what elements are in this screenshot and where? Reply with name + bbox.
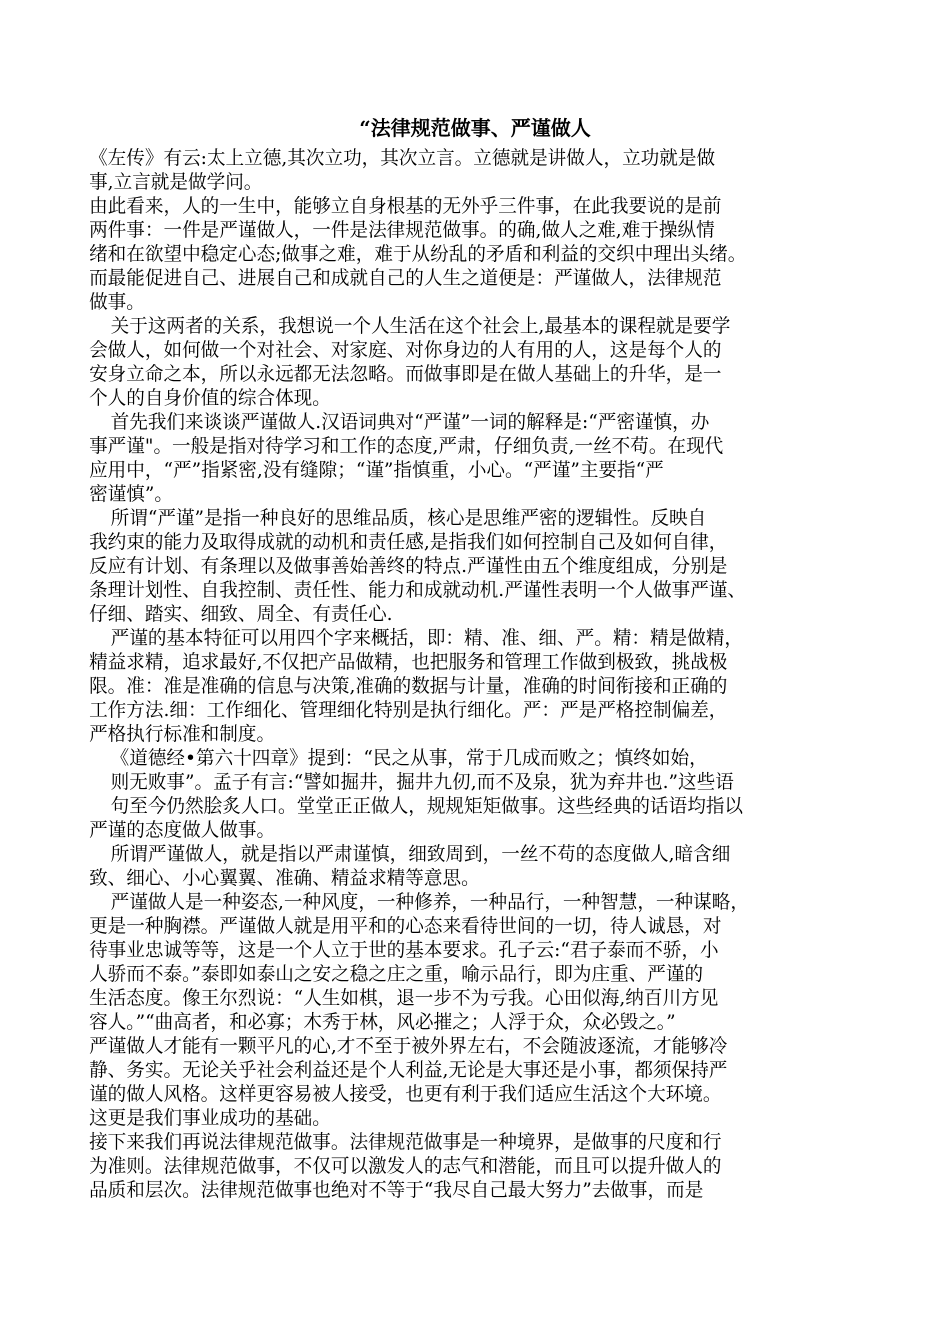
text-line: 绪和在欲望中稳定心态;做事之难，难于从纷乱的矛盾和利益的交织中理出头绪。 — [89, 243, 747, 265]
text-line: 人骄而不泰。”泰即如泰山之安之稳之庄之重，喻示品行，即为庄重、严谨的 — [89, 963, 704, 985]
text-line: 容人。”“曲高者，和必寡；木秀于林，风必摧之；人浮于众，众必毁之。” — [89, 1011, 676, 1033]
text-line: 工作方法.细：工作细化、管理细化特别是执行细化。严：严是严格控制偏差， — [89, 699, 728, 721]
text-line: 《左传》有云:太上立德,其次立功，其次立言。立德就是讲做人，立功就是做 — [89, 147, 716, 169]
text-line: 密谨慎”。 — [89, 483, 173, 505]
text-line: 由此看来，人的一生中，能够立自身根基的无外乎三件事，在此我要说的是前 — [89, 195, 722, 217]
text-line: 而最能促进自己、进展自己和成就自己的人生之道便是：严谨做人，法律规范 — [89, 267, 722, 289]
text-line: 事严谨"。一般是指对待学习和工作的态度,严肃，仔细负责,一丝不苟。在现代 — [89, 435, 724, 457]
text-line: 事,立言就是做学问。 — [89, 171, 263, 193]
text-line: 首先我们来谈谈严谨做人.汉语词典对“严谨”一词的解释是:“严密谨慎，办 — [110, 411, 710, 433]
text-line: 严谨的态度做人做事。 — [89, 819, 276, 841]
text-line: 接下来我们再说法律规范做事。法律规范做事是一种境界，是做事的尺度和行 — [89, 1131, 722, 1153]
document-title: “法律规范做事、严谨做人 — [359, 116, 591, 140]
text-line: 关于这两者的关系，我想说一个人生活在这个社会上,最基本的课程就是要学 — [110, 315, 731, 337]
text-line: 严格执行标准和制度。 — [89, 723, 276, 745]
text-line: 待事业忠诚等等，这是一个人立于世的基本要求。孔子云:“君子泰而不骄，小 — [89, 939, 719, 961]
text-line: 应用中，“严”指紧密,没有缝隙；“谨”指慎重，小心。“严谨”主要指“严 — [89, 459, 664, 481]
text-line: 严谨做人才能有一颗平凡的心,才不至于被外界左右，不会随波逐流，才能够冷 — [89, 1035, 728, 1057]
text-line: 所谓“严谨”是指一种良好的思维品质，核心是思维严密的逻辑性。反映自 — [110, 507, 707, 529]
text-line: 品质和层次。法律规范做事也绝对不等于“我尽自己最大努力”去做事，而是 — [89, 1179, 704, 1201]
text-line: 谨的做人风格。这样更容易被人接受，也更有利于我们适应生活这个大环境。 — [89, 1083, 722, 1105]
text-line: 更是一种胸襟。严谨做人就是用平和的心态来看待世间的一切，待人诚恳，对 — [89, 915, 722, 937]
text-line: 《道德经•第六十四章》提到：“民之从事，常于几成而败之；慎终如始， — [110, 747, 708, 769]
text-line: 我约束的能力及取得成就的动机和责任感,是指我们如何控制自己及如何自律， — [89, 531, 728, 553]
text-line: 致、细心、小心翼翼、准确、精益求精等意思。 — [89, 867, 480, 889]
text-line: 会做人，如何做一个对社会、对家庭、对你身边的人有用的人，这是每个人的 — [89, 339, 722, 361]
text-line: 严谨做人是一种姿态,一种风度，一种修养，一种品行，一种智慧，一种谋略， — [110, 891, 749, 913]
text-line: 为准则。法律规范做事，不仅可以激发人的志气和潜能，而且可以提升做人的 — [89, 1155, 722, 1177]
text-line: 做事。 — [89, 291, 145, 313]
text-line: 这更是我们事业成功的基础。 — [89, 1107, 331, 1129]
text-line: 条理计划性、自我控制、责任性、能力和成就动机.严谨性表明一个人做事严谨、 — [89, 579, 747, 601]
text-line: 所谓严谨做人，就是指以严肃谨慎，细致周到，一丝不苟的态度做人,暗含细 — [110, 843, 731, 865]
text-line: 个人的自身价值的综合体现。 — [89, 387, 331, 409]
text-line: 则无败事”。孟子有言:“譬如掘井，掘井九仞,而不及泉，犹为弃井也.”这些语 — [110, 771, 734, 793]
text-line: 静、务实。无论关乎社会利益还是个人利益,无论是大事还是小事，都须保持严 — [89, 1059, 728, 1081]
text-line: 限。准：准是准确的信息与决策,准确的数据与计量，准确的时间衔接和正确的 — [89, 675, 728, 697]
text-line: 仔细、踏实、细致、周全、有责任心. — [89, 603, 393, 625]
document-body — [0, 146, 950, 1202]
text-line: 生活态度。像王尔烈说：“人生如棋，退一步不为亏我。心田似海,纳百川方见 — [89, 987, 719, 1009]
text-line: 安身立命之本，所以永远都无法忽略。而做事即是在做人基础上的升华，是一 — [89, 363, 722, 385]
text-line: 精益求精，追求最好,不仅把产品做精，也把服务和管理工作做到极致，挑战极 — [89, 651, 728, 673]
text-line: 严谨的基本特征可以用四个字来概括，即：精、准、细、严。精：精是做精， — [110, 627, 744, 649]
text-line: 句至今仍然脍炙人口。堂堂正正做人，规规矩矩做事。这些经典的话语均指以 — [110, 795, 744, 817]
text-line: 两件事：一件是严谨做人，一件是法律规范做事。的确,做人之难,难于操纵情 — [89, 219, 715, 241]
text-line: 反应有计划、有条理以及做事善始善终的特点.严谨性由五个维度组成，分别是 — [89, 555, 728, 577]
